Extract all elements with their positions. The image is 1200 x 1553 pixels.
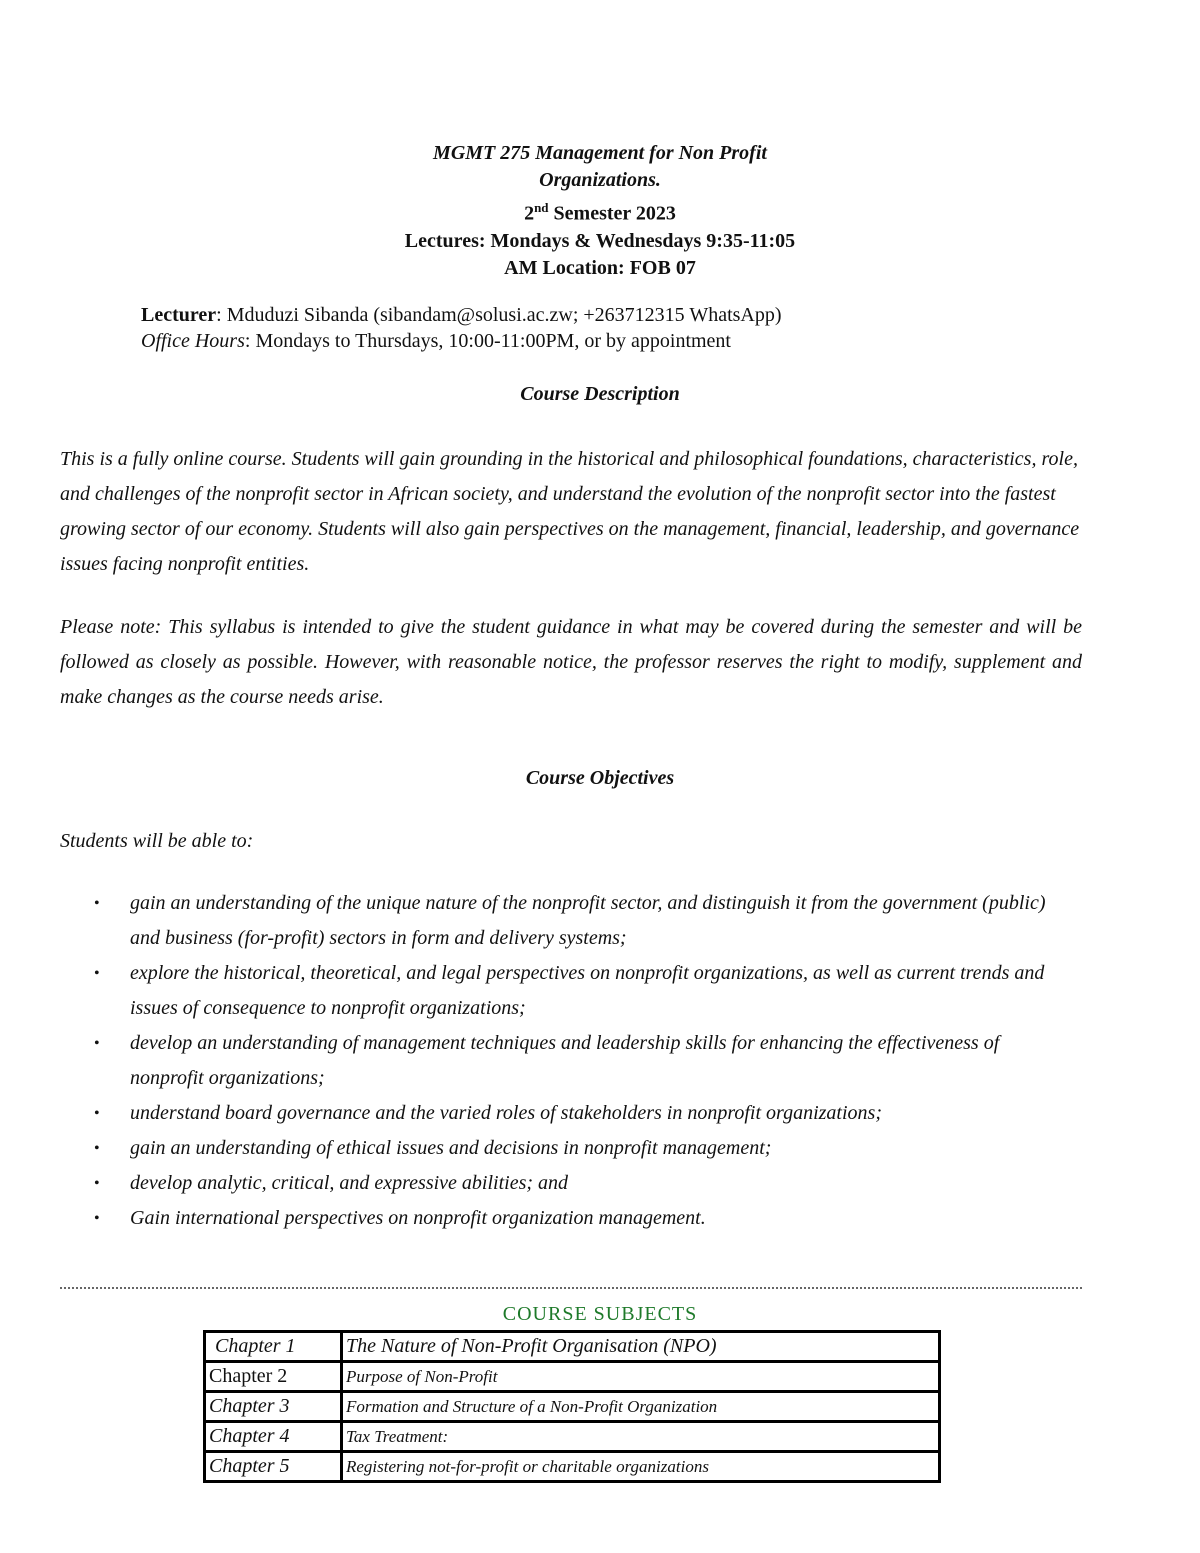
office-hours-details: : Mondays to Thursdays, 10:00-11:00PM, or by appointment (244, 330, 731, 352)
objective-item (60, 1026, 1060, 1096)
lecturer-line (141, 302, 782, 328)
course-title-line2: Organizations. (539, 169, 661, 191)
topic-cell: Purpose of Non-Profit (342, 1362, 940, 1392)
objective-text: understand board governance and the varied roles of stakeholders in nonprofit organizations; (130, 1102, 882, 1124)
bullet-icon: • (94, 895, 100, 912)
objective-item (60, 1201, 1060, 1236)
table-row (205, 1362, 940, 1392)
objective-text: gain an understanding of the unique nature of the nonprofit sector, and distinguish it from the government (public) and business (for-profit) sectors in form and delivery systems; (130, 892, 1046, 949)
chapter-cell: Chapter 5 (205, 1452, 342, 1482)
semester-suffix: nd (534, 200, 549, 215)
course-title-line1: MGMT 275 Management for Non Profit (433, 142, 767, 164)
bullet-icon: • (94, 1210, 100, 1227)
chapter-cell: Chapter 3 (205, 1392, 342, 1422)
objective-text: develop an understanding of management techniques and leadership skills for enhancing the effectiveness of nonprofit organizations; (130, 1032, 1000, 1089)
course-description-paragraph: This is a fully online course. Students will gain grounding in the historical and philosophical foundations, characteristics, role, and challenges of the nonprofit sector in African society, and understand the evolution of the nonprofit sector into the fastest growing sector of our economy. Students will also gain perspectives on the management, financial, leadership, and governance issues facing nonprofit entities. (60, 448, 1080, 575)
objective-text: gain an understanding of ethical issues and decisions in nonprofit management; (130, 1137, 772, 1159)
topic-cell: Formation and Structure of a Non-Profit Organization (342, 1392, 940, 1422)
objective-text: develop analytic, critical, and expressive abilities; and (130, 1172, 569, 1194)
bullet-icon: • (94, 1035, 100, 1052)
objective-item (60, 1096, 1060, 1131)
lecturer-info (141, 302, 782, 354)
bullet-icon: • (94, 1105, 100, 1122)
chapter-cell: Chapter 1 (205, 1332, 342, 1362)
objective-text: explore the historical, theoretical, and legal perspectives on nonprofit organizations, as well as current trends and issues of consequence to nonprofit organizations; (130, 962, 1045, 1019)
semester (0, 194, 1200, 228)
office-hours-line (141, 328, 782, 354)
lecture-location: AM Location: FOB 07 (504, 256, 696, 279)
lecturer-label: Lecturer (141, 304, 217, 326)
course-subjects-title: COURSE SUBJECTS (502, 1303, 698, 1325)
topic-cell: Registering not-for-profit or charitable organizations (342, 1452, 940, 1482)
objectives-intro: Students will be able to: (60, 830, 254, 852)
objective-item (60, 956, 1060, 1026)
table-row (205, 1332, 940, 1362)
objective-item (60, 886, 1060, 956)
course-header (0, 140, 1200, 282)
objective-text: Gain international perspectives on nonprofit organization management. (130, 1207, 706, 1229)
semester-number: 2 (524, 202, 535, 225)
lecture-times: Lectures: Mondays & Wednesdays 9:35-11:05 (404, 229, 796, 252)
objective-item (60, 1166, 1060, 1201)
chapter-cell: Chapter 4 (205, 1422, 342, 1452)
section-divider (60, 1287, 1082, 1289)
topic-cell: Tax Treatment: (342, 1422, 940, 1452)
topic-cell: The Nature of Non-Profit Organisation (NPO) (342, 1332, 940, 1362)
objectives-list (60, 886, 1060, 1236)
lecturer-details: : Mduduzi Sibanda (sibandam@solusi.ac.zw; +263712315 WhatsApp) (216, 304, 782, 326)
bullet-icon: • (94, 1140, 100, 1157)
table-row (205, 1452, 940, 1482)
course-description-heading: Course Description (520, 383, 680, 405)
syllabus-note-paragraph: Please note: This syllabus is intended to give the student guidance in what may be covered during the semester and will be followed as closely as possible. However, with reasonable notice, the professor reserves the right to modify, supplement and make changes as the course needs arise. (60, 616, 1082, 708)
semester-text: Semester 2023 (548, 202, 676, 225)
course-objectives-heading: Course Objectives (525, 767, 675, 789)
chapter-cell: Chapter 2 (205, 1362, 342, 1392)
office-hours-label: Office Hours (141, 330, 245, 352)
course-subjects-table (203, 1330, 941, 1483)
objective-item (60, 1131, 1060, 1166)
bullet-icon: • (94, 1175, 100, 1192)
table-row (205, 1422, 940, 1452)
table-row (205, 1392, 940, 1422)
bullet-icon: • (94, 965, 100, 982)
